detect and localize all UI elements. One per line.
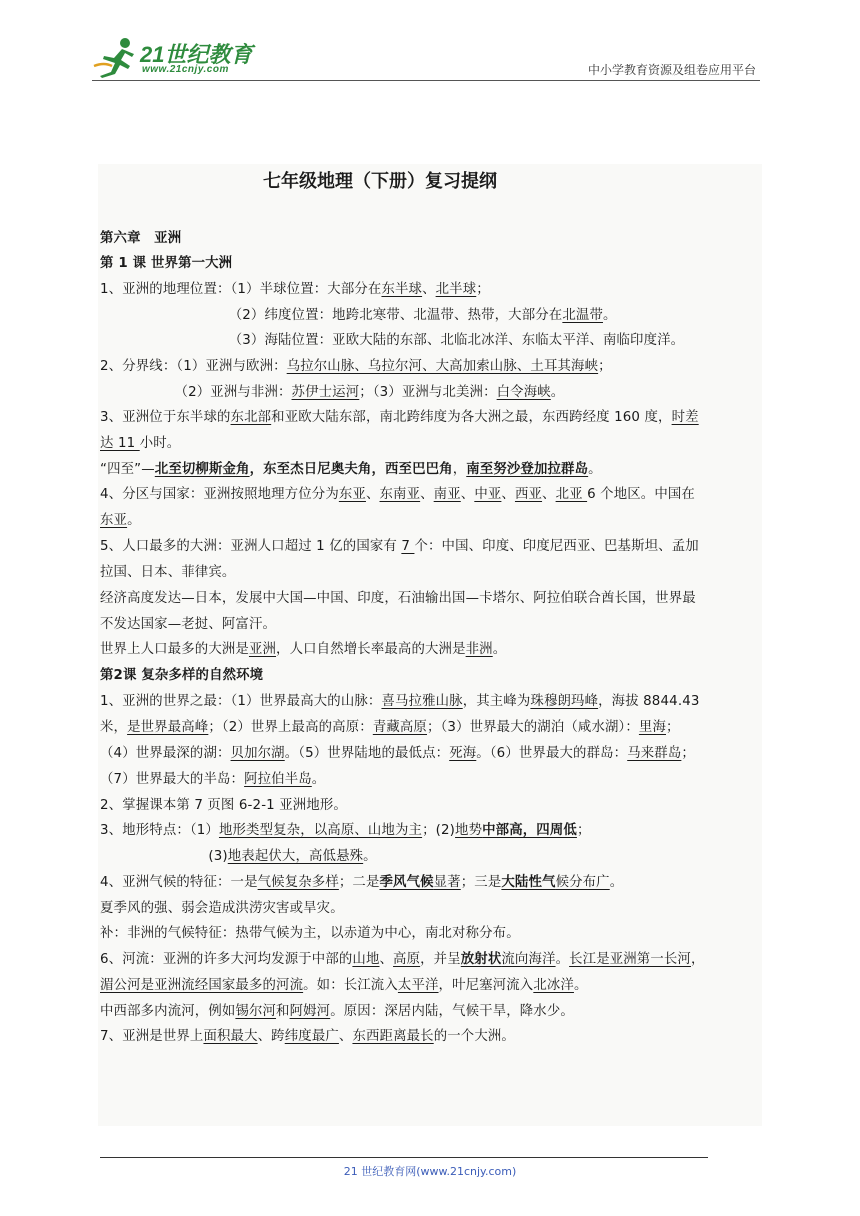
underlined-text: 达 11 — [100, 436, 140, 451]
outline-line — [100, 767, 325, 793]
line-text: 、 — [460, 487, 475, 502]
line-text: 不发达国家—老挝、阿富汗。 — [100, 617, 277, 632]
line-text: 和 — [276, 1004, 290, 1019]
line-text: ，人口自然增长率最高的大洲是 — [276, 642, 466, 657]
footer-divider — [100, 1157, 708, 1158]
outline-line — [100, 612, 276, 638]
emphasized-text: ，东至杰日尼奥夫角 — [249, 462, 372, 477]
outline-line — [100, 689, 700, 715]
emphasized-text: 第 1 课 世界第一大洲 — [100, 256, 233, 271]
outline-line — [100, 1024, 515, 1050]
line-text: ，并呈 — [420, 952, 461, 967]
line-text: （3）海陆位置：亚欧大陆的东部、北临北冰洋、东临太平洋、南临印度洋。 — [100, 333, 685, 348]
line-text: 中西部多内流河，例如 — [100, 1004, 236, 1019]
emphasized-text: 第2课 复杂多样的自然环境 — [100, 668, 264, 683]
underlined-text: 长江是亚洲第一长河 — [569, 952, 691, 967]
outline-line — [100, 741, 695, 767]
underlined-text: 南亚 — [433, 487, 461, 502]
outline-line — [100, 793, 347, 819]
underlined-text: 苏伊士运河 — [291, 385, 360, 400]
underlined-text: 东西距离最长 — [352, 1029, 434, 1044]
underlined-text: 阿姆河 — [289, 1004, 331, 1019]
line-text: 4、分区与国家：亚洲按照地理方位分为 — [100, 487, 339, 502]
underlined-text: 锡尔河 — [235, 1004, 277, 1019]
line-text: ； — [666, 720, 680, 735]
line-text: 。 — [127, 513, 141, 528]
outline-line — [100, 947, 705, 973]
outline-line — [100, 328, 684, 354]
outline-line — [100, 818, 590, 844]
line-text: ，海拔 8844.43 — [598, 694, 700, 709]
underlined-text: 东亚 — [338, 487, 366, 502]
line-text: 3、地形特点：（1） — [100, 823, 219, 838]
line-text: 。（6）世界最大的群岛： — [476, 746, 628, 761]
outline-line — [100, 277, 490, 303]
line-text: 、 — [338, 1029, 353, 1044]
line-text: ；（2）世界上最高的高原： — [208, 720, 373, 735]
outline-line — [100, 354, 612, 380]
underlined-text: 高原 — [393, 952, 421, 967]
line-text: 补：非洲的气候特征：热带气候为主，以赤道为中心，南北对称分布。 — [100, 926, 520, 941]
document-body — [98, 164, 762, 1126]
underlined-text: 北半球 — [435, 282, 477, 297]
outline-line — [100, 226, 181, 252]
outline-line — [100, 380, 564, 406]
underlined-text: 乌拉尔山脉、乌拉尔河、大高加索山脉、土耳其海峡 — [286, 359, 599, 374]
outline-line — [100, 663, 263, 689]
line-text: ；(2) — [422, 823, 456, 838]
outline-line — [100, 586, 696, 612]
outline-line — [100, 715, 680, 741]
emphasized-text: 放射状 — [460, 952, 502, 967]
line-text: 、 — [542, 487, 556, 502]
line-text: 7、亚洲是世界上 — [100, 1029, 204, 1044]
line-text: ； — [476, 282, 490, 297]
underlined-text: 湄公河是亚洲流经国家最多的河流 — [100, 978, 304, 993]
underlined-text: 亚洲 — [248, 642, 277, 657]
underlined-text: 北亚 — [555, 487, 588, 502]
underlined-text: 白令海峡 — [496, 385, 551, 400]
line-text: 经济高度发达—日本，发展中大国—中国、印度，石油输出国—卡塔尔、阿拉伯联合酋长国，世界最 — [100, 591, 696, 606]
line-text: 。（5）世界陆地的最低点： — [284, 746, 450, 761]
line-text: 、 — [422, 282, 436, 297]
underlined-text: 西亚 — [514, 487, 543, 502]
underlined-text: 北温带 — [562, 308, 603, 323]
line-text: ；（3）亚洲与北美洲： — [359, 385, 497, 400]
underlined-text: 地势 — [455, 823, 483, 838]
line-text: 米， — [100, 720, 128, 735]
line-text: ，其主峰为 — [462, 694, 531, 709]
underlined-text: 中亚 — [474, 487, 502, 502]
underlined-text: 死海 — [449, 746, 477, 761]
line-text: 。 — [550, 385, 565, 400]
logo-text: 21世纪教育 — [140, 42, 253, 67]
underlined-text: 太平洋 — [397, 978, 439, 993]
footer-link[interactable]: 21 世纪教育网(www.21cnjy.com) — [343, 1165, 517, 1178]
outline-line — [100, 508, 141, 534]
underlined-text: 北冰洋 — [533, 978, 574, 993]
line-text: ； — [598, 359, 612, 374]
underlined-text: 地表起伏大，高低悬殊 — [227, 849, 364, 864]
line-text: 1、亚洲的地理位置：（1）半球位置：大部分在 — [100, 282, 382, 297]
line-text: 2、分界线：（1）亚洲与欧洲： — [100, 359, 287, 374]
line-text: 3、亚洲位于东半球的 — [100, 410, 231, 425]
outline-line — [100, 251, 232, 277]
line-text: 。 — [602, 308, 617, 323]
line-text: ， — [452, 462, 467, 477]
document-title: 七年级地理（下册）复习提纲 — [263, 171, 497, 192]
outline-line — [100, 844, 377, 870]
line-text: 。 — [555, 952, 570, 967]
underlined-text: 地形类型复杂，以高原、山地为主 — [218, 823, 423, 838]
line-text: 、 — [501, 487, 515, 502]
line-text: 世界上人口最多的大洲是 — [100, 642, 249, 657]
outline-line — [100, 896, 344, 922]
line-text: 的一个大洲。 — [433, 1029, 515, 1044]
outline-line — [100, 921, 520, 947]
line-text: （2）纬度位置：地跨北寒带、北温带、热带，大部分在 — [100, 308, 563, 323]
outline-line — [100, 405, 699, 431]
emphasized-text: 中部高，四周低 — [482, 823, 577, 838]
line-text: 个：中国、印度、印度尼西亚、巴基斯坦、孟加 — [414, 539, 699, 554]
line-text: 和亚欧大陆东部，南北跨纬度为各大洲之最，东西跨经度 160 度， — [271, 410, 672, 425]
underlined-text: 显著 — [433, 875, 461, 890]
underlined-text: 阿拉伯半岛 — [244, 772, 312, 787]
outline-line — [100, 999, 574, 1025]
underlined-text: 马来群岛 — [627, 746, 682, 761]
line-text: ；二是 — [338, 875, 380, 890]
page-header — [92, 36, 760, 81]
line-text: 。原因：深居内陆，气候干旱，降水少。 — [330, 1004, 574, 1019]
underlined-text: 气候复杂多样 — [257, 875, 339, 890]
outline-line — [100, 482, 695, 508]
emphasized-text: ，西至巴巴角 — [371, 462, 453, 477]
underlined-text: 7 — [401, 539, 415, 554]
outline-line — [100, 560, 235, 586]
outline-line — [100, 457, 602, 483]
emphasized-text: 季风气候 — [379, 875, 434, 890]
line-text: 小时。 — [139, 436, 181, 451]
line-text: （2）亚洲与非洲： — [100, 385, 292, 400]
line-text: ， — [690, 952, 705, 967]
line-text: ；（3）世界最大的湖泊（咸水湖）： — [426, 720, 639, 735]
line-text: 、 — [379, 952, 394, 967]
underlined-text: 珠穆朗玛峰 — [530, 694, 599, 709]
line-text: ； — [576, 823, 591, 838]
underlined-text: 面积最大 — [203, 1029, 258, 1044]
outline-line — [100, 431, 180, 457]
line-text: ，叶尼塞河流入 — [438, 978, 534, 993]
underlined-text: 东南亚 — [379, 487, 421, 502]
line-text: “四至”— — [100, 462, 155, 477]
platform-tagline: 中小学教育资源及组卷应用平台 — [587, 63, 756, 77]
line-text: 6、河流：亚洲的许多大河均发源于中部的 — [100, 952, 353, 967]
line-text: 。 — [363, 849, 377, 864]
underlined-text: 流向海洋 — [501, 952, 556, 967]
line-text: 夏季风的强、弱会造成洪涝灾害或旱灾。 — [100, 901, 344, 916]
line-text: 6 个地区。中国在 — [587, 487, 695, 502]
underlined-text: 喜马拉雅山脉 — [381, 694, 463, 709]
emphasized-text: 第六章 亚洲 — [100, 231, 182, 246]
emphasized-text: 南至努沙登加拉群岛 — [466, 462, 589, 477]
outline-line — [100, 973, 588, 999]
underlined-text: 山地 — [352, 952, 380, 967]
line-text: 、 — [420, 487, 434, 502]
underlined-text: 贝加尔湖 — [230, 746, 285, 761]
line-text: 。如：长江流入 — [303, 978, 398, 993]
line-text: 。 — [588, 462, 602, 477]
underlined-text: 非洲 — [465, 642, 493, 657]
line-text: 。 — [311, 772, 326, 787]
emphasized-text: 北至切柳斯金角 — [154, 462, 250, 477]
line-text: 5、人口最多的大洲：亚洲人口超过 1 亿的国家有 — [100, 539, 402, 554]
line-text: ； — [681, 746, 695, 761]
line-text: 2、掌握课本第 7 页图 6-2-1 亚洲地形。 — [100, 798, 347, 813]
line-text: 1、亚洲的世界之最：（1）世界最高大的山脉： — [100, 694, 382, 709]
line-text: 、跨 — [257, 1029, 285, 1044]
underlined-text: 里海 — [638, 720, 666, 735]
line-text: 。 — [573, 978, 588, 993]
outline-line — [100, 870, 623, 896]
line-text: 。 — [492, 642, 507, 657]
underlined-text: 纬度最广 — [284, 1029, 339, 1044]
line-text: 4、亚洲气候的特征：一是 — [100, 875, 258, 890]
site-logo — [92, 36, 262, 78]
outline-line — [100, 303, 617, 329]
line-text: 。 — [609, 875, 624, 890]
outline-line — [100, 637, 506, 663]
runner-logo-icon — [92, 36, 138, 78]
line-text: （7）世界最大的半岛： — [100, 772, 245, 787]
line-text: (3) — [100, 849, 228, 864]
emphasized-text: 大陆性气 — [501, 875, 556, 890]
line-text: （4）世界最深的湖： — [100, 746, 231, 761]
underlined-text: 青藏高原 — [372, 720, 427, 735]
underlined-text: 东亚 — [100, 513, 128, 528]
line-text: 、 — [365, 487, 380, 502]
underlined-text: 时差 — [671, 410, 699, 425]
line-text: ；三是 — [460, 875, 502, 890]
line-text: 拉国、日本、菲律宾。 — [100, 565, 236, 580]
logo-url: www.21cnjy.com — [142, 64, 229, 75]
underlined-text: 是世界最高峰 — [127, 720, 209, 735]
underlined-text: 东半球 — [381, 282, 423, 297]
underlined-text: 东北部 — [230, 410, 272, 425]
outline-line — [100, 534, 699, 560]
underlined-text: 候分布广 — [555, 875, 610, 890]
